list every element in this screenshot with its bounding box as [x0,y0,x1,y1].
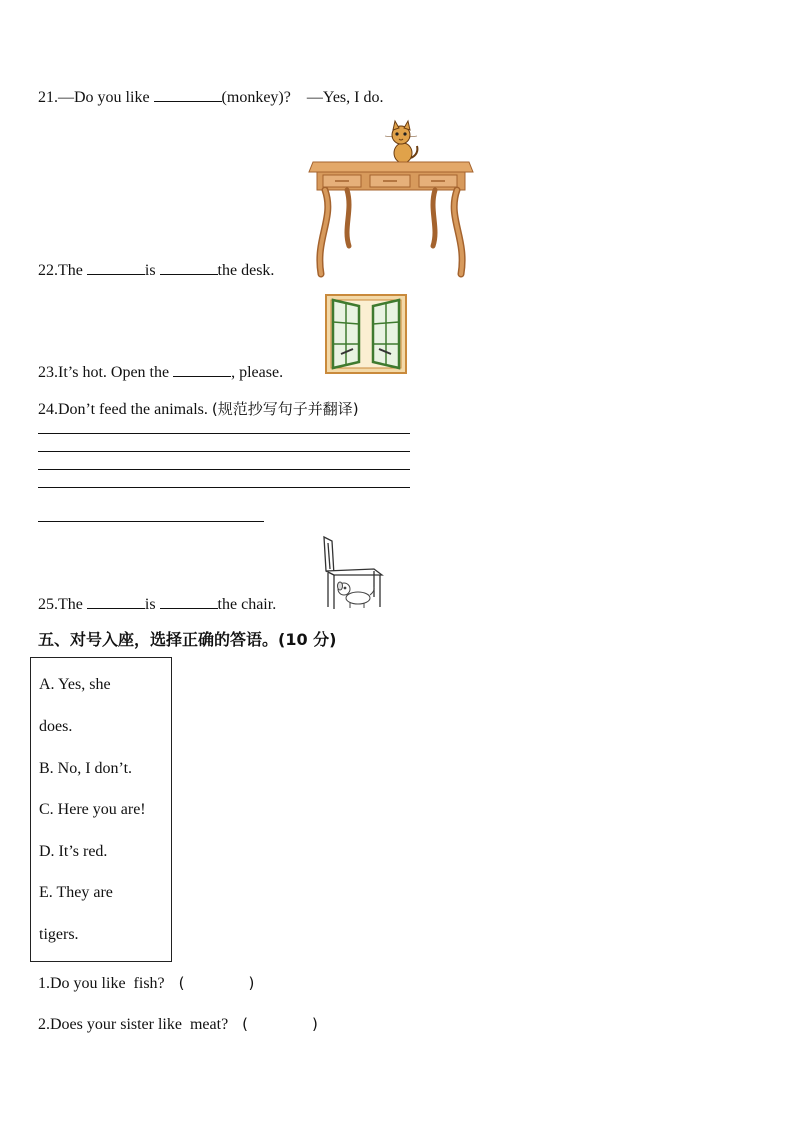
question-number: 21. [38,89,58,106]
writing-line[interactable] [38,433,410,434]
answer-blank[interactable] [87,260,145,275]
match-question: 1.Do you like fish? [38,975,165,992]
option-b: B. No, I don’t. [39,760,133,777]
question-23 [38,362,283,383]
question-25 [38,594,276,615]
match-item-2 [38,1014,318,1035]
question-text: Do you like [74,89,150,106]
option-d: D. It’s red. [39,843,108,860]
question-text: Don’t feed the animals. [58,401,208,418]
match-item-1 [38,973,254,994]
translation-line[interactable] [38,521,264,522]
answer-blank[interactable] [160,260,218,275]
question-text: is [144,596,156,613]
question-text: the desk. [217,262,275,279]
instruction-note: (规范抄写句子并翻译) [211,400,359,418]
question-text: The [58,596,83,613]
question-text: , please. [231,364,284,381]
answer-blank[interactable] [173,362,231,377]
writing-line[interactable] [38,487,410,488]
question-number: 22. [38,262,58,279]
question-21 [38,87,383,108]
option-a-continued: does. [39,718,73,735]
paren-close: ) [312,1015,318,1033]
paren-open: ( [242,1015,249,1033]
word-hint: (monkey)? [221,89,291,106]
question-text: the chair. [217,596,277,613]
question-22 [38,260,274,281]
match-question: 2.Does your sister like meat? [38,1016,229,1033]
question-number: 23. [38,364,58,381]
desk-icon [309,162,473,274]
writing-line[interactable] [38,469,410,470]
option-a: A. Yes, she [39,676,111,693]
paren-close: ) [248,974,255,992]
options-box [30,657,172,962]
question-number: 24. [38,401,58,418]
writing-line[interactable] [38,451,410,452]
reply-text: Yes, I do. [322,89,384,106]
question-number: 25. [38,596,58,613]
section-title: 五、对号入座，选择正确的答语。(10 分) [38,630,337,649]
option-e: E. They are [39,884,113,901]
open-window-icon [325,294,407,374]
answer-blank[interactable] [160,594,218,609]
option-e-continued: tigers. [39,926,79,943]
answer-blank[interactable] [87,594,145,609]
dog-icon [338,582,375,608]
desk-illustration [307,118,475,278]
dash: — [58,89,74,106]
answer-blank[interactable] [154,87,222,102]
question-text: The [58,262,83,279]
dash: — [306,89,323,106]
question-text: It’s hot. Open the [58,364,170,381]
option-c: C. Here you are! [39,801,146,818]
paren-open: ( [178,974,185,992]
chair-with-dog-icon [320,535,384,611]
question-text: is [144,262,156,279]
cat-icon [385,121,417,163]
question-24 [38,399,359,420]
